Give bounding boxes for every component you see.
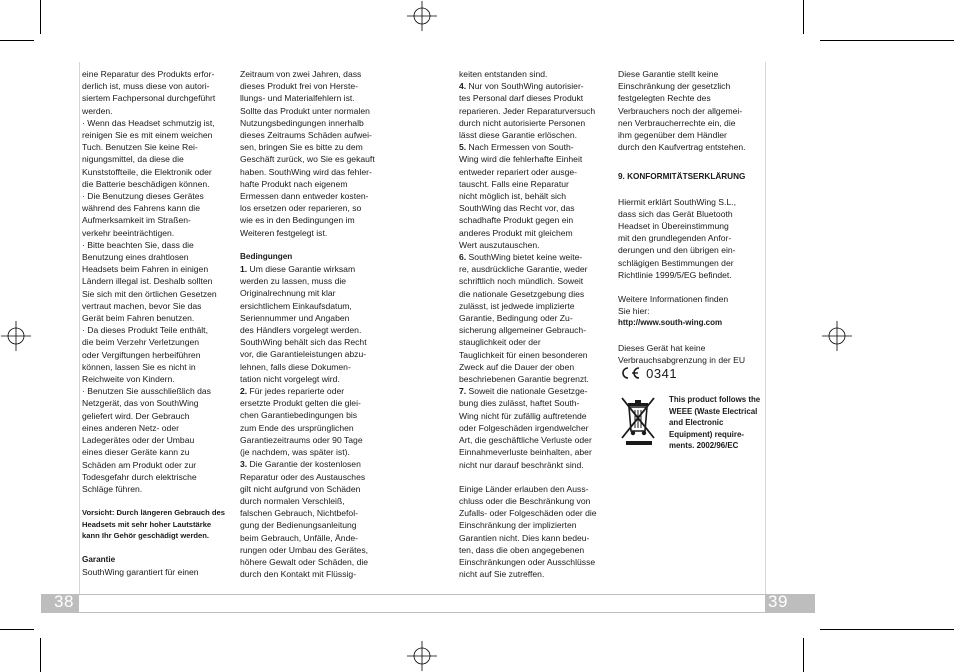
registration-mark-icon [407, 641, 437, 671]
condition-item [459, 141, 632, 251]
item-number: 3. [240, 459, 248, 470]
registration-mark-icon [822, 321, 852, 351]
condition-item [240, 385, 413, 458]
paragraph: Einige Länder erlauben den Auss- chluss oder die Beschränkung von Zufalls- oder Folgeschäden oder die Einschränkung der implizierten Garantien nicht. Dies kann bedeu- ten, dass die oben angegebenen Einschränkungen oder Ausschlüsse nicht auf Sie zutreffen. [459, 483, 597, 580]
crop-mark [40, 638, 41, 672]
paragraph: · Wenn das Headset schmutzig ist, reinigen Sie es mit einem weichen Tuch. Benutzen Sie keine Rei- nigungsmittel, da diese die Kunststoffteile, die Elektronik oder die Batterie beschädigen können. [82, 117, 215, 189]
paragraph: Diese Garantie stellt keine Einschränkung der gesetzlich festgelegten Rechte des Verbrauchers noch der allgemei- nen Verbraucherrechte ein, die ihm gegenüber dem Händler durch den Kaufvertrag entstehen. [618, 69, 746, 153]
crop-mark [803, 0, 804, 34]
crop-mark [0, 40, 34, 41]
ce-mark-icon [618, 366, 642, 380]
item-text: Nur von SouthWing autorisier- tes Personal darf dieses Produkt reparieren. Jeder Reparaturversuch durch nicht autorisierte Personen lässt diese Garantie erlöschen. [459, 81, 596, 141]
item-text: Nach Ermessen von South- Wing wird die fehlerhafte Einheit entweder repariert oder ausge- tauscht. Falls eine Reparatur nicht möglich ist, behält sich SouthWing das Recht vor, das schadhafte Produkt gegen ein anderes Produkt mit gleichem Wert auszutauschen. [459, 142, 583, 250]
item-number: 1. [240, 264, 248, 275]
paragraph: Weitere Informationen finden Sie hier: [618, 294, 729, 317]
footer-rule [79, 594, 765, 595]
paragraph: · Die Benutzung dieses Gerätes während des Fahrens kann die Aufmerksamkeit im Straßen- verkehr beeinträchtigen. [82, 191, 204, 238]
footer-rule [79, 612, 765, 613]
item-text: Soweit die nationale Gesetzge- bung dies zulässt, haftet South- Wing nicht für zufällig auftretende oder Folgeschäden irgendwelcher Art, die geschäftliche Verluste oder Einnahmeverluste beinhalten, aber nicht nur darauf beschränkt sind. [459, 386, 592, 470]
item-text: SouthWing bietet keine weite- re, ausdrückliche Garantie, weder schriftlich noch mündlich. Soweit die nationale Gesetzgebung dies zulässt, ist jedwede implizierte Garantie, Bedingung oder Zu- sicherung allgemeiner Gebrauch- stauglichkeit oder der Tauglichkeit für einen besonderen Zweck auf die Dauer der oben beschriebenen Garantie begrenzt. [459, 252, 589, 385]
guarantee-heading: Garantie [82, 554, 116, 564]
page-number-right: 39 [768, 592, 788, 611]
item-number: 7. [459, 386, 467, 397]
warning-label: Vorsicht: [82, 508, 115, 518]
ce-number: 0341 [646, 366, 678, 382]
crop-mark [820, 629, 954, 630]
weee-notice [618, 394, 798, 458]
ce-marking [618, 366, 798, 380]
page-number-left: 38 [54, 592, 74, 611]
column-3 [459, 68, 632, 580]
item-number: 6. [459, 252, 467, 263]
conditions-heading: Bedingungen [240, 251, 293, 261]
conformity-heading: 9. KONFORMITÄTSERKLÄRUNG [618, 172, 746, 182]
column-1 [82, 68, 255, 578]
condition-item [240, 263, 413, 385]
paragraph: · Bitte beachten Sie, dass die Benutzung eines drahtlosen Headsets beim Fahren in einigen Ländern illegal ist. Deshalb sollten Sie sich mit den örtlichen Gesetzen vertraut machen, bevor Sie das Gerät beim Fahren benutzen. [82, 239, 217, 324]
item-text: Für jedes reparierte oder ersetzte Produkt gelten die glei- chen Garantiebedingungen bis zum Ende des ursprünglichen Garantiezeitraums oder 90 Tage (je nachdem, was später ist). [240, 386, 363, 458]
condition-item [459, 251, 632, 385]
crop-mark [820, 40, 954, 41]
page-border [79, 62, 80, 595]
condition-item [459, 385, 632, 470]
crop-mark [40, 0, 41, 34]
paragraph: · Benutzen Sie ausschließlich das Netzgerät, das von SouthWing geliefert wird. Der Gebrauch eines anderen Netz- oder Ladegerätes oder der Umbau eines dieser Geräte kann zu Schäden am Produkt oder zur Todesgefahr durch elektrische Schläge führen. [82, 386, 211, 494]
paragraph: · Da dieses Produkt Teile enthält, die beim Verzehr Verletzungen oder Vergiftungen herbeiführen können, lassen Sie es nicht in Reichweite von Kindern. [82, 325, 208, 385]
crop-mark [803, 638, 804, 672]
item-number: 5. [459, 142, 467, 153]
item-text: Die Garantie der kostenlosen Reparatur oder des Austausches gilt nicht aufgrund von Schäden durch normalen Verschleiß, falschen Gebrauch, Nichtbefol- gung der Bedienungsanleitung beim Gebrauch, Unfälle, Ände- rungen oder Umbau des Gerätes, höhere Gewalt oder Schäden, die durch den Kontakt mit Flüssig- [240, 459, 369, 580]
website-link[interactable]: http://www.south-wing.com [618, 318, 723, 328]
registration-mark-icon [407, 1, 437, 31]
condition-item [459, 80, 632, 141]
paragraph: Dieses Gerät hat keine Verbrauchsabgrenzung in der EU [618, 342, 746, 365]
paragraph: eine Reparatur des Produkts erfor- derlich ist, muss diese von autori- siertem Fachpersonal durchgeführt werden. [82, 69, 216, 116]
column-4 [618, 68, 798, 458]
registration-mark-icon [1, 321, 31, 351]
column-2 [240, 68, 413, 580]
crop-mark [0, 629, 34, 630]
paragraph: Hiermit erklärt SouthWing S.L., dass sich das Gerät Bluetooth Headset in Übereinstimmung mit den grundlegenden Anfor- derungen und den übrigen ein- schlägigen Bestimmungen der Richtlinie 1999/5/EG befindet. [618, 196, 736, 280]
item-number: 2. [240, 386, 248, 397]
paragraph: SouthWing garantiert für einen [82, 566, 199, 577]
warning-text: Durch längeren Gebrauch des Headsets mit sehr hoher Lautstärke kann Ihr Gehör geschädigt werden. [82, 508, 225, 541]
item-text: Um diese Garantie wirksam werden zu lassen, muss die Originalrechnung mit klar ersichtlichem Einkaufsdatum, Seriennummer und Angaben des Händlers vorgelegt werden. SouthWing behält sich das Recht vor, die Garantieleistungen abzu- lehnen, falls diese Dokumen- tation nicht vorgelegt wird. [240, 264, 367, 384]
paragraph: keiten entstanden sind. [459, 69, 548, 79]
crossed-out-wheelie-bin-icon [618, 394, 660, 448]
weee-text: This product follows the WEEE (Waste Electrical and Electronic Equipment) require- ments. 2002/96/EC [669, 395, 761, 451]
condition-item [240, 458, 413, 580]
item-number: 4. [459, 81, 467, 92]
paragraph: Zeitraum von zwei Jahren, dass dieses Produkt frei von Herste- llungs- und Materialfehlern ist. Sollte das Produkt unter normalen Nutzungsbedingungen innerhalb dieses Zeitraums Schäden aufwei- sen, bringen Sie es bitte zu dem Geschäft zurück, wo Sie es gekauft haben. SouthWing wird das fehler- hafte Produkt nach eigenem Ermessen dann entweder kosten- los ersetzen oder reparieren, so wie es in den Bedingungen im Weiteren festgelegt ist. [240, 69, 375, 238]
warning-note [82, 507, 255, 542]
